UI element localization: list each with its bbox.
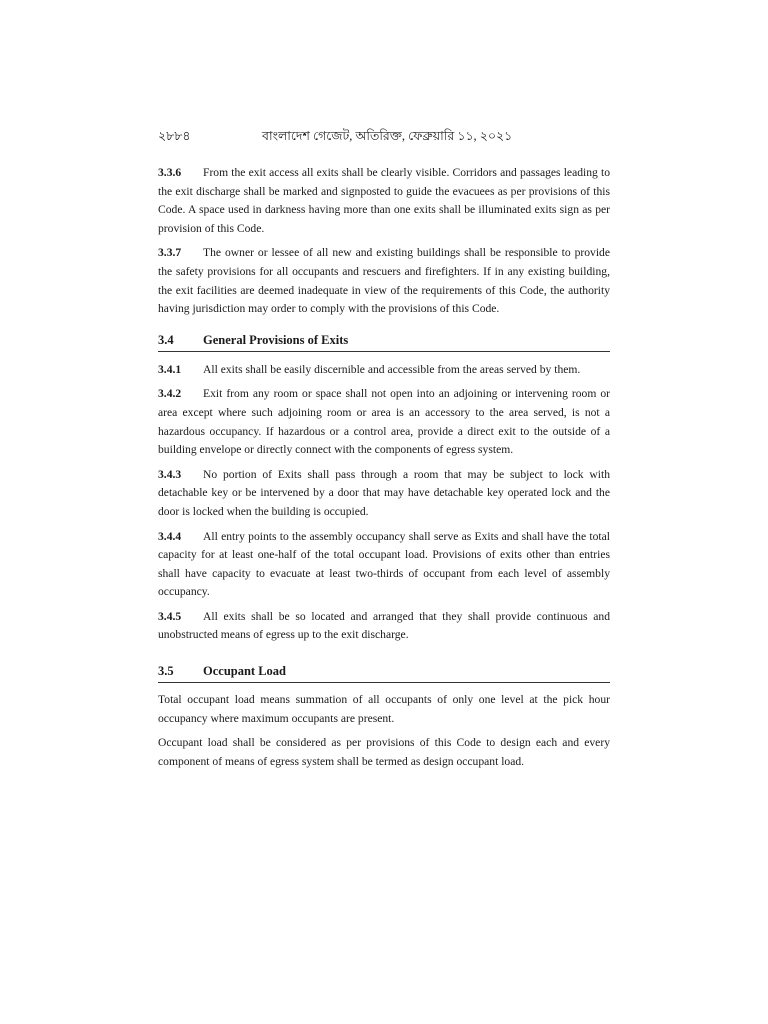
- clause-text: All entry points to the assembly occupancy shall serve as Exits and shall have the total capacity for at least one-half of the total occupant load. Provisions of exits other than entries shall have capacity to evacuate at least two-thirds of occupant from each level of assembly occupancy.: [158, 529, 610, 599]
- clause-3-4-1: [158, 361, 610, 380]
- clause-text: Exit from any room or space shall not open into an adjoining or intervening room or area except where such adjoining room or area is an accessory to the area served, is not a hazardous occupancy. If hazardous or a control area, provide a direct exit to the outside of a building envelope or directly connect with the components of egress system.: [158, 387, 610, 457]
- running-header: [158, 126, 610, 146]
- section-title: Occupant Load: [203, 664, 287, 679]
- occupant-load-paragraph: Occupant load shall be considered as per provisions of this Code to design each and every component of means of egress system shall be termed as design occupant load.: [158, 736, 610, 768]
- section-title: General Provisions of Exits: [203, 332, 349, 347]
- clause-number: 3.4.4: [158, 529, 182, 543]
- gazette-page: [158, 126, 610, 771]
- clause-3-3-7: [158, 244, 610, 318]
- section-heading-3-5: [158, 663, 610, 683]
- clause-number: 3.3.7: [158, 246, 182, 260]
- gazette-header-title: বাংলাদেশ গেজেট, অতিরিক্ত, ফেব্রুয়ারি ১১, ২০২১: [262, 129, 513, 143]
- page-number: ২৮৮৪: [158, 129, 191, 143]
- clause-number: 3.3.6: [158, 166, 182, 179]
- occupant-load-paragraph: Total occupant load means summation of all occupants of only one level at the pick hour occupancy where maximum occupants are present.: [158, 693, 610, 725]
- clause-number: 3.4.1: [158, 362, 182, 376]
- clause-text: The owner or lessee of all new and existing buildings shall be responsible to provide the safety provisions for all occupants and rescuers and firefighters. If in any existing building, the exit facilities are deemed inadequate in view of the requirements of this Code, the authority having jurisdiction may order to comply with the provisions of this Code.: [158, 246, 610, 316]
- clause-number: 3.4.3: [158, 467, 182, 481]
- clause-3-4-2: [158, 385, 610, 459]
- clause-number: 3.4.2: [158, 387, 182, 401]
- clause-3-3-6: [158, 164, 610, 238]
- clause-text: No portion of Exits shall pass through a room that may be subject to lock with detachable key or be intervened by a door that may have detachable key operated lock and the door is locked when the building is occupied.: [158, 467, 610, 518]
- section-heading-3-4: [158, 332, 610, 352]
- clause-3-4-5: [158, 608, 610, 645]
- clause-text: All exits shall be so located and arranged that they shall provide continuous and unobstructed means of egress up to the exit discharge.: [158, 609, 610, 642]
- section-number: 3.4: [158, 332, 174, 347]
- clause-3-4-3: [158, 466, 610, 522]
- clause-3-4-4: [158, 528, 610, 602]
- clause-text: From the exit access all exits shall be clearly visible. Corridors and passages leading to the exit discharge shall be marked and signposted to guide the evacuees as per provisions of this Code. A space used in darkness having more than one exits shall be illuminated exits sign as per provision of this Code.: [158, 166, 610, 235]
- section-number: 3.5: [158, 664, 174, 679]
- clause-number: 3.4.5: [158, 609, 182, 623]
- clause-text: All exits shall be easily discernible and accessible from the areas served by them.: [203, 362, 581, 376]
